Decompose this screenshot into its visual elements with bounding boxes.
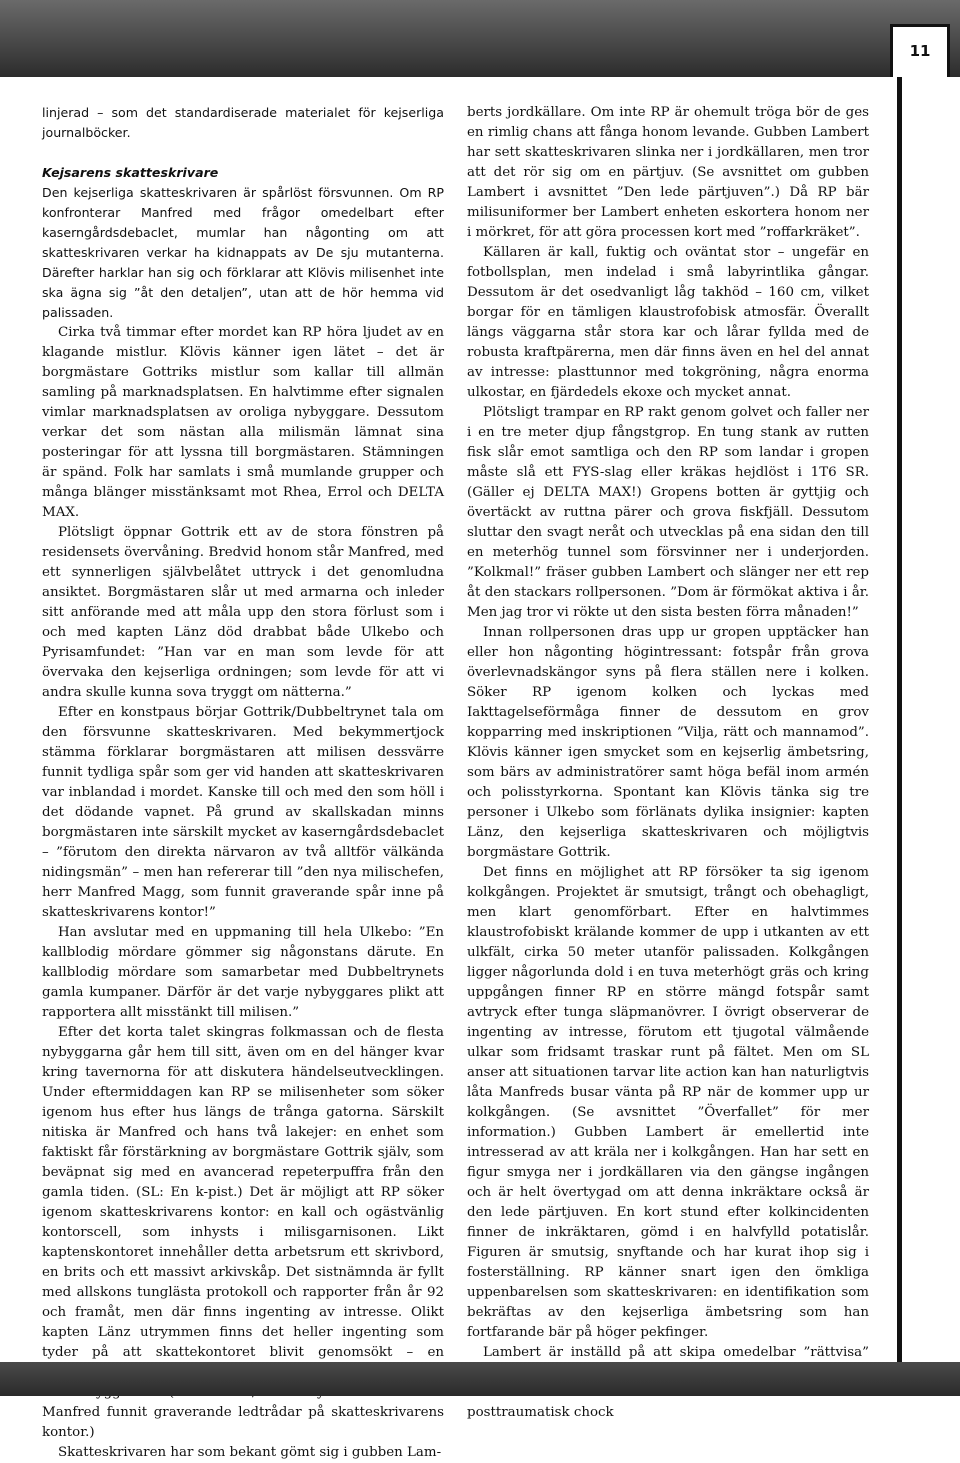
page-number-tab [890, 24, 950, 77]
paragraph: Plötsligt trampar en RP rakt genom golvet och faller ner i en tre meter djup fångstgrop. En tung stank av rutten fisk slår emot samtliga och den RP som landar i gropen måste slå ett FYS-slag eller kräkas hejdlöst i 1T6 SR. (Gäller ej DELTA MAX!) Gropens botten är gyttjig och övertäckt av ruttna pärer och grova fiskfjäll. Dessutom sluttar den svagt neråt och utvecklas på ena sidan den till en meterhög tunnel som försvinner ner i underjorden. ”Kolkmal!” fräser gubben Lambert och slänger ner ett rep åt den stackars rollpersonen. ”Dom är förmökat aktiva i år. Men jag tror vi rökte ut den sista besten förra månaden!” [467, 405, 869, 620]
bottom-bar [0, 1362, 960, 1396]
paragraph: linjerad – som det standardiserade materialet för kejserliga journalböcker. [42, 105, 444, 140]
paragraph: Innan rollpersonen dras upp ur gropen upptäcker han eller hon någonting högintressant: fotspår från grova överlevnadskängor syns på flera ställen nere i kolken. Söker RP igenom kolken och lyckas med Iakttagelseförmåga finner de dessutom en grov kopparring med inskriptionen ”Vilja, rätt och mannamod”. Klövis känner igen smycket som en kejserlig ämbetsring, som bärs av administratörer samt höga befäl inom armén och polisstyrkorna. Spontant kan Klövis tänka sig tre personer i Ulkebo som förlänats dylika insignier: kapten Länz, den kejserliga skatteskrivaren och möjligtvis borgmästare Gottrik. [467, 625, 869, 860]
paragraph: Efter det korta talet skingras folkmassan och de flesta nybyggarna går hem till sitt, även om en del hänger kvar kring tavernorna för att diskutera händelseutvecklingen. Under eftermiddagen kan RP se milisenheter som söker igenom hus efter hus längs de trånga gatorna. Särskilt nitiska är Manfred och hans två lakejer: en enhet som faktiskt får förstärkning av borgmästare Gottrik själv, som beväpnat sig med en avancerad repeterpuffra från den gamla tiden. (SL: En k-pist.) Det är möjligt att RP söker igenom skatteskrivarens kontor: en kall och ogästvänlig kontorscell, som inhysts i milisgarnisonen. Likt kaptenskontoret innehåller detta arbetsrum ett skrivbord, en brits och ett massivt arkivskåp. Det sistnämnda är fyllt med allskons tunglästa protokoll och rapporter från år 92 och framåt, men där finns ingenting av intresse. Olikt kapten Länz utrymmen finns det heller ingenting som tyder på att skattekontoret blivit genomsökt – en Manfred funnit graverande ledtrådar på skatteskrivarens kontor.) [42, 1025, 444, 1440]
right-column [467, 103, 869, 1423]
left-column [42, 103, 444, 1463]
paragraph: Efter en konstpaus börjar Gottrik/Dubbeltrynet tala om den försvunne skatteskrivaren. Med bekymmertjock stämma förklarar borgmästaren att milisen dessvärre funnit tydliga spår som ger vid handen att skatteskrivaren var inblandad i mordet. Kanske till och med den som höll i det dödande vapnet. På grund av skallskadan minns borgmästaren inte särskilt mycket av kaserngårdsdebaclet – ”förutom den direkta närvaron av två alltför välkända nidingsmän” – men han refererar till ”den nya milischefen, herr Manfred Magg, som funnit graverande spår inne på skatteskrivarens kontor!” [42, 705, 444, 920]
page-number: 11 [909, 42, 931, 60]
section-heading: Kejsarens skatteskrivare [42, 165, 219, 180]
paragraph: Plötsligt öppnar Gottrik ett av de stora fönstren på residensets övervåning. Bredvid honom står Manfred, med ett synnerligen självbelåtet uttryck i det genomludna ansiktet. Borgmästaren slår ut med armarna och inleder sitt anförande med att måla upp den stora förlust som i och med kapten Länz död drabbat både Ulkebo och Pyrisamfundet: ”Han var en man som levde för att övervaka den kejserliga ordningen; som levde för att vi andra skulle kunna sova tryggt om nätterna.” [42, 525, 444, 700]
top-bar [0, 0, 960, 77]
paragraph: Det finns en möjlighet att RP försöker ta sig igenom kolkgången. Projektet är smutsigt, trångt och obehagligt, men klart genomförbart. Efter en halvtimmes klaustrofobiskt krälande kommer de upp i utkanten av ett ulkfält, cirka 50 meter utanför palissaden. Kolkgången ligger någorlunda dold i en tuva meterhögt gräs och kring uppgången finner RP en större mängd fotspår samt avtryck efter tunga släpmanövrer. I övrigt observerar de ingenting av intresse, förutom ett tjugotal välmående ulkar som fridsamt traskar runt på fältet. Men om SL anser att situationen tarvar lite action kan han naturligtvis låta Manfreds busar vänta på RP när de kommer upp ur kolkgången. (Se avsnittet ”Överfallet” för mer information.) Gubben Lambert är emellertid inte intresserad av att kräla ner i kolkgången. Han har sett en figur smyga ner i jordkällaren via den gängse ingången och är helt övertygad om att denna inkräktare också är den lede pärtjuven. En kort stund efter kolkincidenten finner de inkräktaren, gömd i en halvfylld potatislår. Figuren är smutsig, snyftande och har kurat ihop sig i fosterställning. RP känner snart igen den ömkliga uppenbarelsen som skatteskrivaren: en identifikation som bekräftas av den kejserliga ämbetsring som han fortfarande bär på höger pekfinger. [467, 865, 869, 1340]
margin-rule [897, 77, 902, 1364]
paragraph: Lambert är inställd på att skipa omedelbar ”rättvisa” posttraumatisk chock [467, 1345, 869, 1420]
paragraph: berts jordkällare. Om inte RP är ohemult tröga bör de ges en rimlig chans att fånga honom levande. Gubben Lambert har sett skatteskrivaren slinka ner i jordkällaren, men tror att det rör sig om en pärtjuv. (Se avsnittet om gubben Lambert i avsnittet ”Den lede pärtjuven”.) Då RP bär milisuniformer ber Lambert enheten eskortera honom ner i mörkret, för att göra processen kort med ”roffarkräket”. [467, 105, 869, 240]
paragraph: Han avslutar med en uppmaning till hela Ulkebo: ”En kallblodig mördare gömmer sig någonstans därute. En kallblodig mördare som samarbetar med Dubbeltrynets gamla kumpaner. Därför är det varje nybyggares plikt att rapportera allt misstänkt till milisen.” [42, 925, 444, 1020]
paragraph: Källaren är kall, fuktig och oväntat stor – ungefär en fotbollsplan, men indelad i små labyrintlika gångar. Dessutom är det osedvanligt låg takhöd – 160 cm, vilket borgar för en tämligen klaustrofobisk atmosfär. Överallt längs väggarna står stora kar och lårar fyllda med de robusta kraftpärerna, men där finns även en hel del annat av intresse: plasttunnor med tokgröning, några enorma ulkostar, en fjärdedels ekoxe och mycket annat. [467, 245, 869, 400]
paragraph: Cirka två timmar efter mordet kan RP höra ljudet av en klagande mistlur. Klövis känner igen lätet – det är borgmästare Gottriks mistlur som kallar till allmän samling på marknadsplatsen. En halvtimme efter signalen vimlar marknadsplatsen av oroliga nybyggare. Dessutom verkar det som nästan alla milismän lämnat sina posteringar för att lyssna till borgmästaren. Stämningen är spänd. Folk har samlats i små mumlande grupper och många blänger misstänksamt mot Rhea, Errol och DELTA MAX. [42, 325, 444, 520]
paragraph: Skatteskrivaren har som bekant gömt sig i gubben Lam- [58, 1445, 442, 1460]
paragraph: Den kejserliga skatteskrivaren är spårlöst försvunnen. Om RP konfronterar Manfred med frågor omedelbart efter kaserngårdsdebaclet, mumlar han någonting om att skatteskrivaren verkar ha kidnappats av De sju mutanterna. Därefter harklar han sig och förklarar att Klövis milisenhet inte ska ägna sig ”åt den detaljen”, utan att de hör hemma vid palissaden. [42, 185, 444, 320]
